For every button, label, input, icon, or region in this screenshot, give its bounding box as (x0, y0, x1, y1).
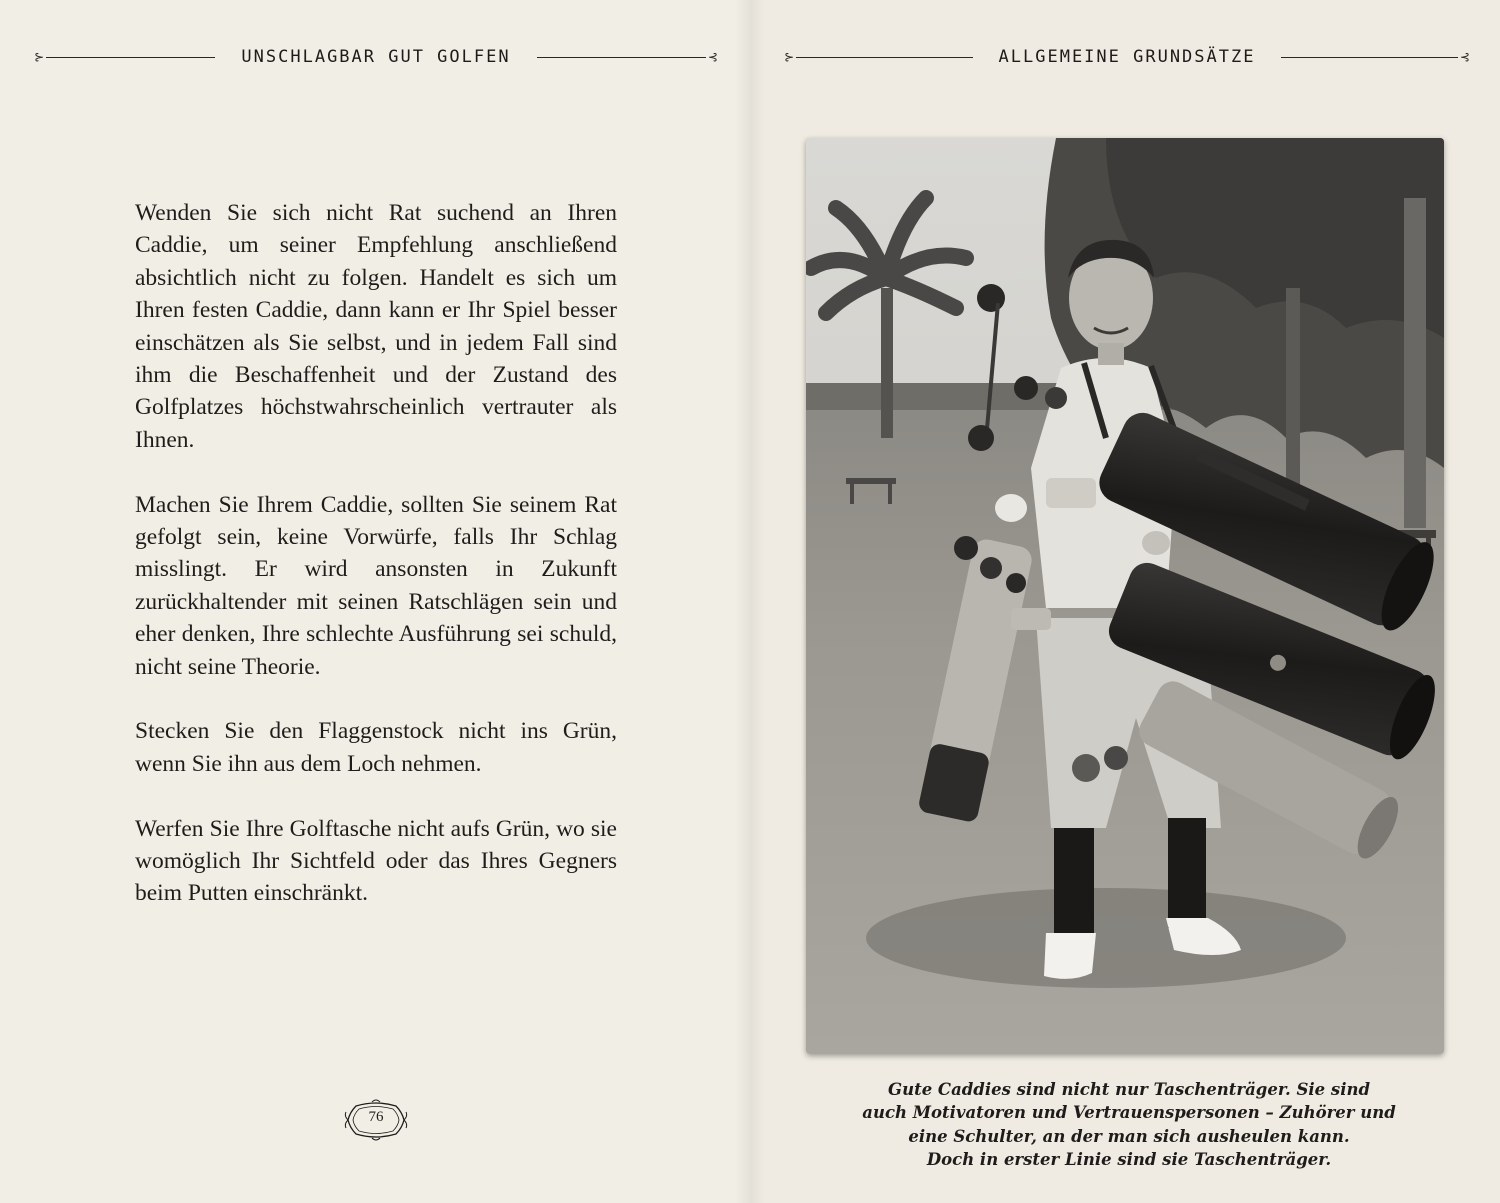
body-text (135, 197, 617, 942)
photo-caption (856, 1078, 1402, 1171)
right-running-head-title: ALLGEMEINE GRUNDSÄTZE (998, 47, 1256, 67)
paragraph: Machen Sie Ihrem Caddie, sollten Sie seinem Rat gefolgt sein, keine Vorwürfe, falls Ihr Schlag misslingt. Er wird ansonsten in Zukunft zurückhaltender mit seinen Ratschlägen sein und eher denken, Ihre schlechte Ausführung sei schuld, nicht seine Theorie. (135, 491, 617, 680)
rule-line (537, 57, 706, 58)
paragraph: Wenden Sie sich nicht Rat suchend an Ihren Caddie, um seiner Empfehlung anschließend absichtlich nicht zu folgen. Handelt es sich um Ihren festen Caddie, dann kann er Ihr Spiel besser einschätzen als Sie selbst, und in jedem Fall sind ihm die Beschaffenheit und der Zustand des Golfplatzes höchstwahrscheinlich vertrauter als Ihnen. (135, 200, 617, 453)
caption-line: eine Schulter, an der man sich ausheulen kann. (908, 1126, 1350, 1146)
caddie-photograph (806, 138, 1444, 1054)
ornament-right-icon: ⊰ (1459, 50, 1470, 64)
ornament-left-icon: ⊱ (784, 50, 795, 64)
caption-line: auch Motivatoren und Vertrauenspersonen – Zuhörer und (862, 1103, 1396, 1123)
caddie-photo-image (806, 138, 1444, 1054)
book-gutter (735, 0, 765, 1203)
page-number (342, 1098, 410, 1142)
rule-line (1281, 57, 1457, 58)
page-number-label: 76 (368, 1109, 384, 1125)
paragraph: Stecken Sie den Flaggenstock nicht ins Grün, wenn Sie ihn aus dem Loch nehmen. (135, 718, 617, 777)
right-running-head (782, 44, 1472, 70)
left-running-head (32, 44, 720, 70)
caption-line: Gute Caddies sind nicht nur Taschenträger. Sie sind (887, 1080, 1371, 1099)
paragraph: Werfen Sie Ihre Golftasche nicht aufs Grün, wo sie womöglich Ihr Sichtfeld oder das Ihres Gegners beim Putten einschränkt. (135, 815, 617, 907)
ornament-left-icon: ⊱ (34, 50, 45, 64)
caption-line: Doch in erster Linie sind sie Taschenträger. (926, 1149, 1332, 1169)
rule-line (46, 57, 215, 58)
rule-line (796, 57, 972, 58)
ornament-right-icon: ⊰ (707, 50, 719, 64)
left-running-head-title: UNSCHLAGBAR GUT GOLFEN (241, 47, 511, 67)
